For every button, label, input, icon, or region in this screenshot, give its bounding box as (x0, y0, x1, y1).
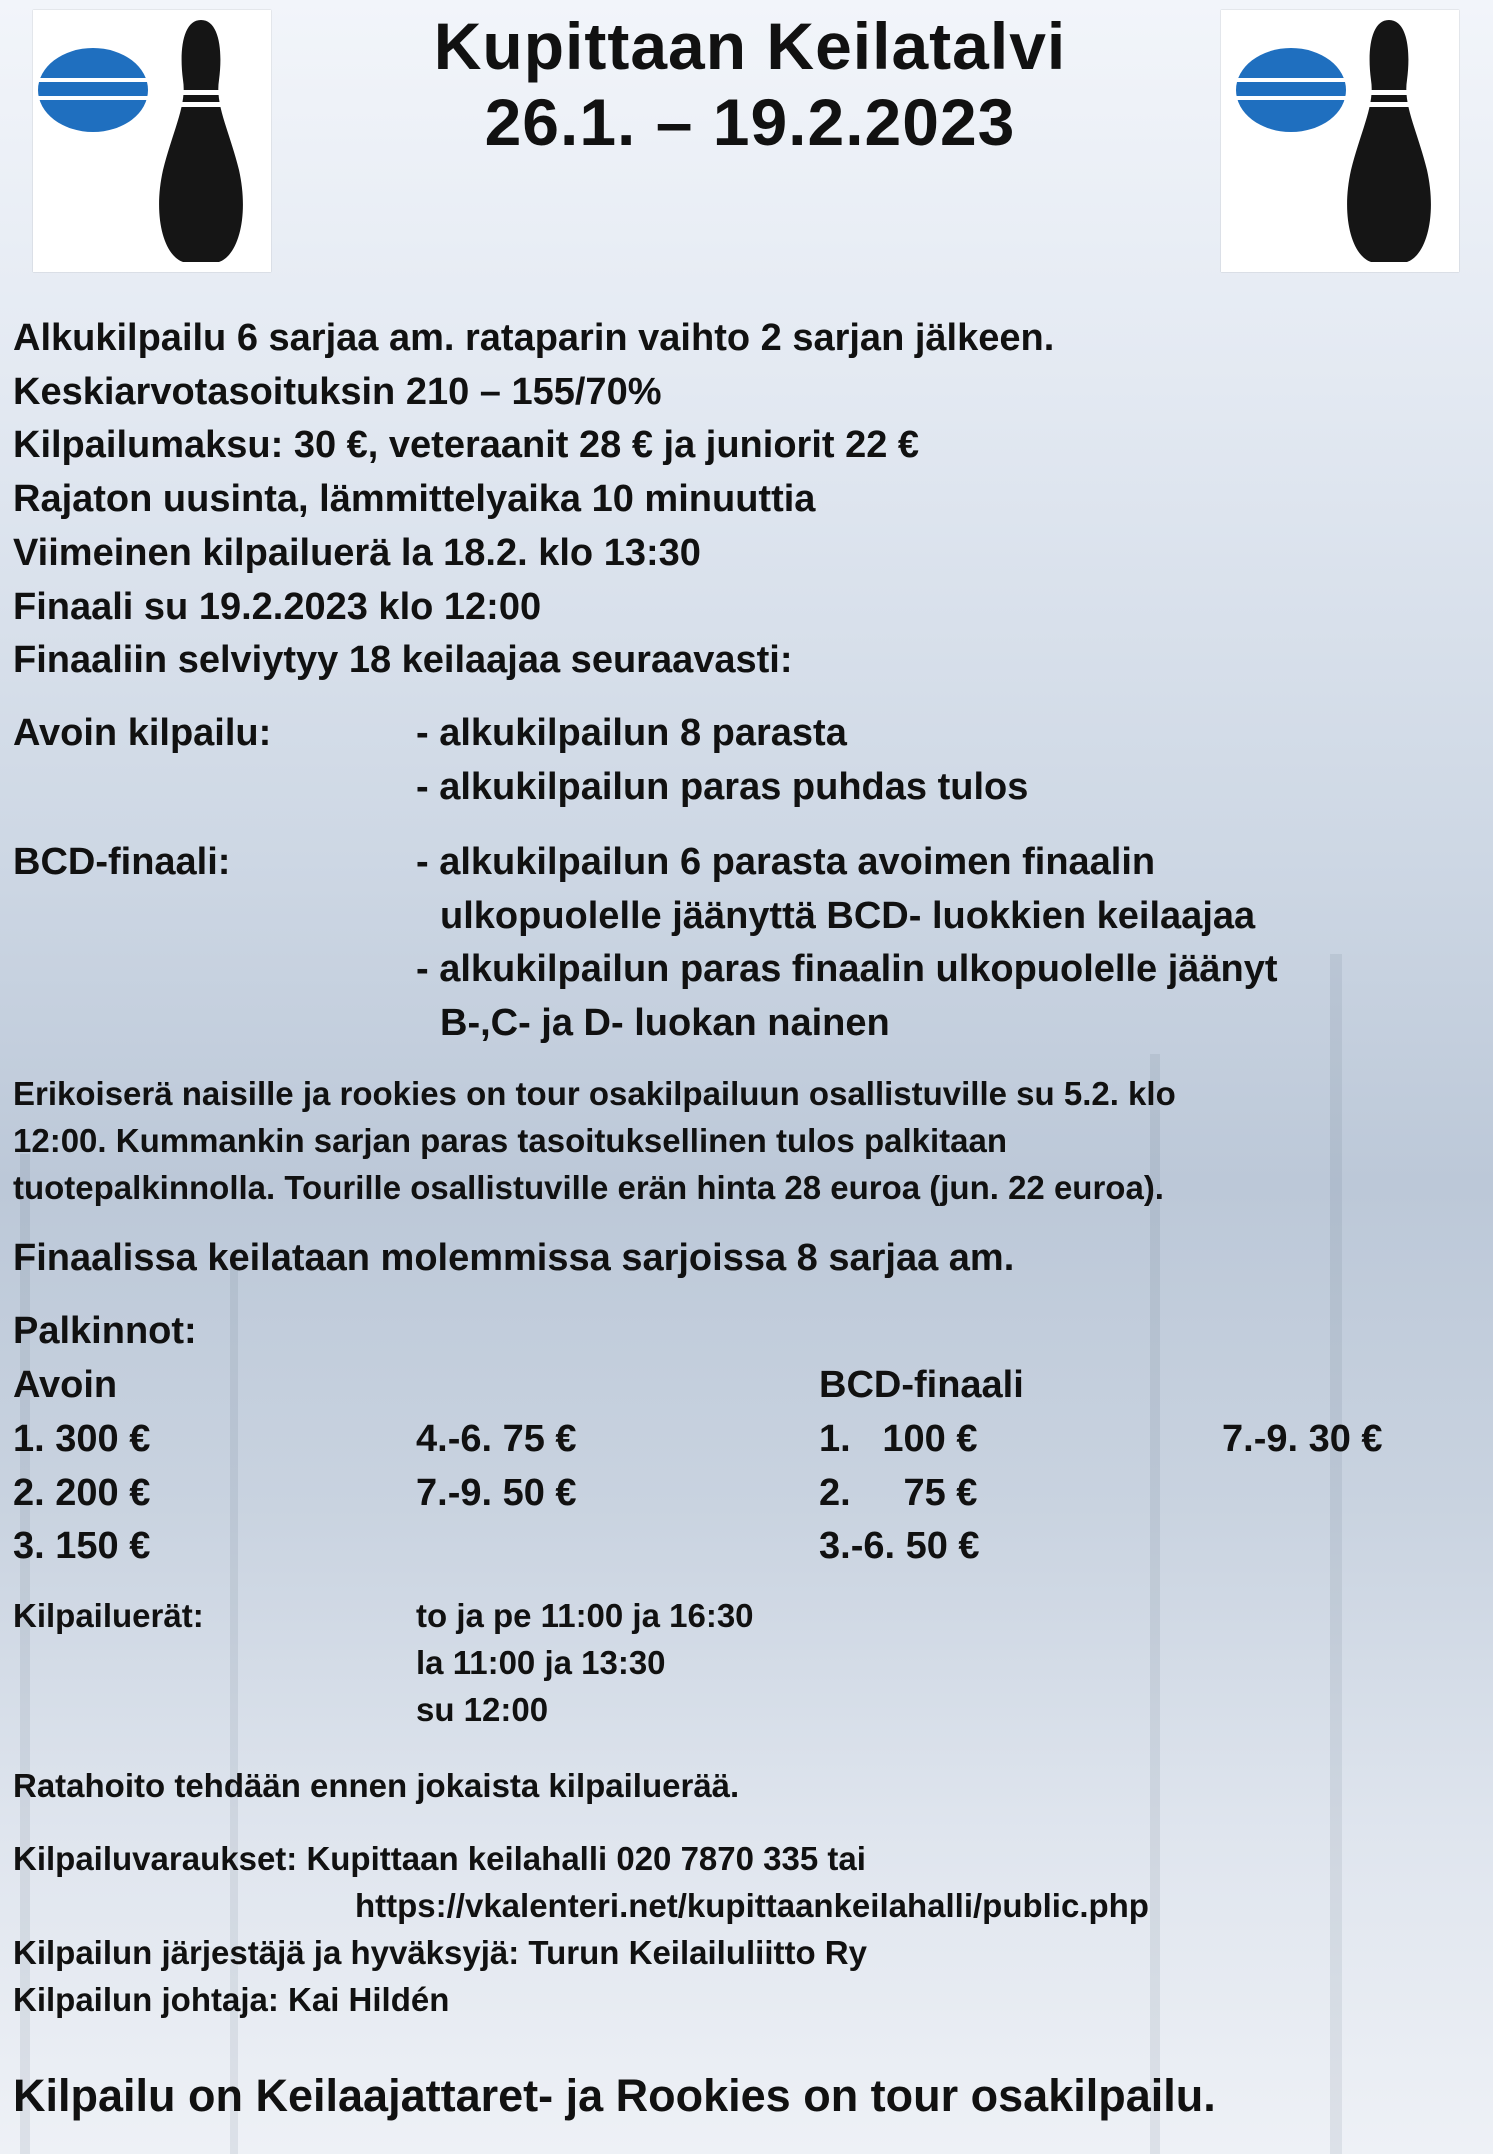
prize-row: 7.-9. 50 € (416, 1471, 577, 1514)
session-line: to ja pe 11:00 ja 16:30 (416, 1597, 754, 1634)
title-line-1: Kupittaan Keilatalvi (433, 9, 1067, 83)
prize-row: 1. 100 € (819, 1418, 978, 1460)
booking-info (13, 1835, 1149, 2023)
organizer-line: Kilpailun järjestäjä ja hyväksyjä: Turun Keilailuliitto Ry (13, 1934, 867, 1971)
bowling-logo-right (1221, 10, 1459, 272)
prizes-bcd-heading: BCD-finaali (819, 1364, 1024, 1406)
sessions-label: Kilpailuerät: (13, 1597, 204, 1634)
prize-row: 2. 75 € (819, 1471, 978, 1514)
avoin-items (416, 707, 1028, 814)
footer-note: Kilpailu on Keilaajattaret- ja Rookies on tour osakilpailu. (13, 2070, 1216, 2121)
sessions-list (416, 1592, 754, 1733)
bcd-item: - alkukilpailun paras finaalin ulkopuolelle jäänyt (416, 948, 1278, 991)
final-note: Finaalissa keilataan molemmissa sarjoissa 8 sarjaa am. (13, 1237, 1015, 1279)
info-line: Finaali su 19.2.2023 klo 12:00 (13, 585, 542, 628)
bcd-item: B-,C- ja D- luokan nainen (440, 1002, 890, 1045)
prizes-bcd-col1 (819, 1413, 980, 1574)
special-session-note (13, 1070, 1176, 1211)
bcd-items (416, 836, 1278, 1051)
prize-row: 1. 300 € (13, 1418, 151, 1460)
bcd-label: BCD-finaali: (13, 841, 231, 883)
title-dates: 26.1. – 19.2.2023 (484, 85, 1016, 159)
prize-row: 2. 200 € (13, 1471, 151, 1514)
bowling-pin-icon (33, 10, 271, 272)
prizes-heading: Palkinnot: (13, 1310, 197, 1352)
session-line: la 11:00 ja 13:30 (416, 1644, 666, 1681)
prize-row: 7.-9. 30 € (1222, 1418, 1383, 1460)
info-line: Alkukilpailu 6 sarjaa am. rataparin vaihto 2 sarjan jälkeen. (13, 317, 1055, 359)
prize-row: 4.-6. 75 € (416, 1418, 577, 1460)
bowling-logo-left (33, 10, 271, 272)
info-line: Keskiarvotasoituksin 210 – 155/70% (13, 370, 662, 413)
session-line: su 12:00 (416, 1691, 549, 1728)
prizes-avoin-col1 (13, 1413, 150, 1574)
info-line: Viimeinen kilpailuerä la 18.2. klo 13:30 (13, 531, 701, 574)
avoin-item: - alkukilpailun 8 parasta (416, 712, 847, 754)
special-line: 12:00. Kummankin sarjan paras tasoituksellinen tulos palkitaan (13, 1122, 1008, 1159)
info-line: Rajaton uusinta, lämmittelyaika 10 minuuttia (13, 478, 816, 521)
avoin-label: Avoin kilpailu: (13, 712, 272, 754)
avoin-item: - alkukilpailun paras puhdas tulos (416, 765, 1029, 808)
prize-row: 3. 150 € (13, 1525, 151, 1568)
prizes-avoin-heading: Avoin (13, 1364, 118, 1406)
prize-row: 3.-6. 50 € (819, 1525, 980, 1568)
bcd-item: ulkopuolelle jäänyttä BCD- luokkien keilaajaa (440, 894, 1256, 937)
poster-title (330, 8, 1170, 160)
info-block (13, 312, 1054, 688)
info-line: Kilpailumaksu: 30 €, veteraanit 28 € ja juniorit 22 € (13, 424, 920, 467)
lane-care-note: Ratahoito tehdään ennen jokaista kilpailuerää. (13, 1767, 740, 1804)
info-line: Finaaliin selviytyy 18 keilaajaa seuraavasti: (13, 639, 793, 682)
prizes-bcd-col2 (1222, 1413, 1383, 1467)
bcd-item: - alkukilpailun 6 parasta avoimen finaalin (416, 841, 1156, 883)
booking-url: https://vkalenteri.net/kupittaankeilahalli/public.php (355, 1887, 1149, 1924)
special-line: Erikoiserä naisille ja rookies on tour osakilpailuun osallistuville su 5.2. klo (13, 1075, 1176, 1112)
director-line: Kilpailun johtaja: Kai Hildén (13, 1981, 450, 2018)
booking-line: Kilpailuvaraukset: Kupittaan keilahalli 020 7870 335 tai (13, 1840, 866, 1877)
prizes-avoin-col2 (416, 1413, 577, 1520)
bowling-pin-icon (1221, 10, 1459, 272)
special-line: tuotepalkinnolla. Tourille osallistuville erän hinta 28 euroa (jun. 22 euroa). (13, 1169, 1164, 1206)
